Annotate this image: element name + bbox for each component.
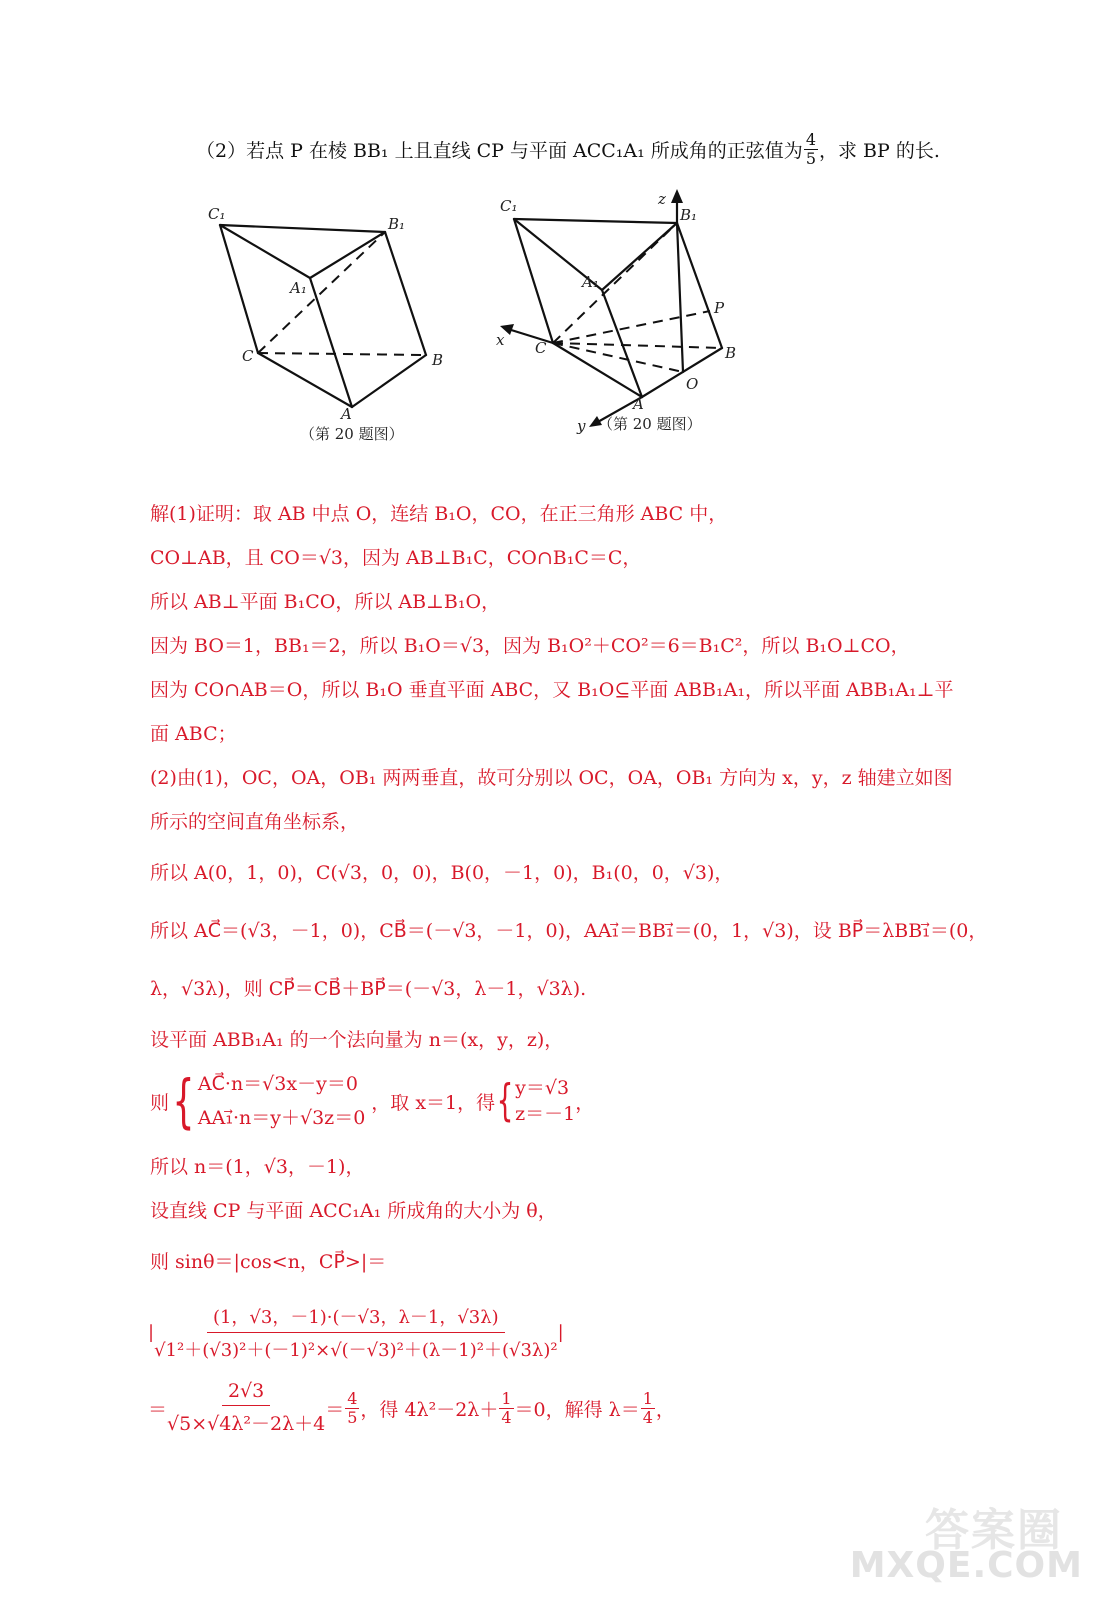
dashed-c-b1 <box>258 232 385 353</box>
edge-b1-o <box>677 223 683 372</box>
label-z: z <box>658 190 666 208</box>
figure2-caption: （第 20 题图） <box>598 415 702 433</box>
watermark-line1: 答案圈 <box>925 1505 1063 1556</box>
solution-line: 设平面 ABB₁A₁ 的一个法向量为 n＝(x，y，z)， <box>150 1029 564 1051</box>
label-o: O <box>686 375 699 393</box>
left-brace: { <box>172 1067 195 1135</box>
label-b1: B₁ <box>388 215 406 233</box>
solution-line: 所以 n＝(1，√3，－1)， <box>150 1156 365 1178</box>
edge-c1-b1 <box>220 225 385 232</box>
fraction <box>167 1380 325 1436</box>
solution-block-2 <box>150 1145 950 1291</box>
solution-line: 所以 A(0，1，0)，C(√3，0，0)，B(0，－1，0)，B₁(0，0，√3)， <box>150 862 734 884</box>
fraction <box>154 1303 557 1362</box>
abs-bar-right: | <box>557 1322 564 1343</box>
left-brace: { <box>496 1075 514 1126</box>
arrow-z <box>671 189 683 203</box>
dashed-c-o <box>553 343 683 372</box>
question-fraction <box>804 132 818 167</box>
solution-line: 解(1)证明：取 AB 中点 O，连结 B₁O，CO，在正三角形 ABC 中， <box>150 503 728 525</box>
fraction-denominator: 5 <box>805 149 816 168</box>
fraction-numerator: (1，√3，－1)·(－√3，λ－1，√3λ) <box>207 1303 505 1333</box>
system-r2: z＝－1 <box>515 1103 576 1125</box>
label-c1: C₁ <box>208 205 226 223</box>
label-c1: C₁ <box>500 197 518 215</box>
edge-b1-b <box>385 232 426 355</box>
edge-c1-b1 <box>514 219 677 223</box>
label-a1: A₁ <box>582 273 599 291</box>
fraction <box>499 1388 513 1427</box>
label-a1: A₁ <box>290 279 307 297</box>
solution-line: 面 ABC； <box>150 723 237 745</box>
fraction <box>345 1388 359 1427</box>
edge-a-b <box>352 355 426 407</box>
fraction-denominator: 4 <box>501 1407 512 1427</box>
figure1-caption: （第 20 题图） <box>300 425 404 443</box>
solution-line: (2)由(1)，OC，OA，OB₁ 两两垂直，故可分别以 OC，OA，OB₁ 方向为 x，y，z 轴建立如图 <box>150 767 953 789</box>
figure-prism-1 <box>200 195 460 450</box>
label-a: A <box>633 395 644 413</box>
final-mid2: ，得 4λ²－2λ＋ <box>360 1398 499 1421</box>
label-y: y <box>577 417 586 435</box>
solution-line: CO⊥AB，且 CO＝√3，因为 AB⊥B₁C，CO∩B₁C＝C， <box>150 547 642 569</box>
solution-line: 因为 BO＝1，BB₁＝2，所以 B₁O＝√3，因为 B₁O²＋CO²＝6＝B₁C²，所以 B₁O⊥CO， <box>150 635 910 657</box>
equation-system <box>150 1064 594 1138</box>
solution-line: 所以 AC⃗＝(√3，－1，0)，CB⃗＝(－√3，－1，0)，AA₁⃗＝BB₁⃗＝(0，1，√3)，设 BP⃗＝λBB₁⃗＝(0， <box>150 920 988 942</box>
solution-line: 所以 AB⊥平面 B₁CO，所以 AB⊥B₁O， <box>150 591 501 613</box>
figure-prism-2 <box>490 185 750 440</box>
final-end: ， <box>655 1398 675 1421</box>
fraction-numerator: 1 <box>642 1388 653 1408</box>
final-mid1: ＝ <box>325 1398 345 1421</box>
system-suffix: ， <box>575 1091 595 1114</box>
edge-b1-b <box>677 223 722 348</box>
final-line <box>148 1380 675 1436</box>
edge-a1-a <box>602 290 642 397</box>
final-eq: ＝ <box>148 1398 168 1421</box>
final-mid3: ＝0，解得 λ＝ <box>514 1398 640 1421</box>
edge-c1-c <box>514 219 553 343</box>
label-c: C <box>242 347 254 365</box>
fraction-numerator: 1 <box>501 1388 512 1408</box>
abs-bar-left: | <box>148 1322 155 1343</box>
fraction-numerator: 2√3 <box>222 1380 270 1406</box>
system-results <box>515 1075 575 1127</box>
fraction <box>641 1388 655 1427</box>
label-b1: B₁ <box>680 206 698 224</box>
watermark-line2: MXQE.COM <box>849 1545 1083 1586</box>
solution-line: 所示的空间直角坐标系， <box>150 811 360 833</box>
fraction-denominator: √5×√4λ²－2λ＋4 <box>167 1413 326 1435</box>
fraction-numerator: 4 <box>805 130 816 149</box>
dashed-c-b <box>553 343 722 348</box>
label-x: x <box>496 331 505 349</box>
solution-line: λ，√3λ)，则 CP⃗＝CB⃗＋BP⃗＝(－√3，λ－1，√3λ). <box>150 978 587 1000</box>
dashed-c-b <box>258 353 426 355</box>
system-eq2: AA₁⃗·n＝y＋√3z＝0 <box>197 1107 366 1129</box>
fraction-denominator: 4 <box>642 1407 653 1427</box>
system-mid: ，取 x＝1，得 <box>371 1091 496 1114</box>
label-a: A <box>341 405 352 423</box>
dashed-c-p <box>553 311 710 343</box>
system-prefix: 则 <box>150 1091 170 1114</box>
edge-c-a <box>553 343 642 397</box>
system-eq1: AC⃗·n＝√3x－y＝0 <box>197 1073 358 1095</box>
solution-line: 因为 CO∩AB＝O，所以 B₁O 垂直平面 ABC，又 B₁O⊆平面 ABB₁A₁，所以平面 ABB₁A₁⊥平 <box>150 679 954 701</box>
system-r1: y＝√3 <box>515 1077 570 1099</box>
question-text-before: （2）若点 P 在棱 BB₁ 上且直线 CP 与平面 ACC₁A₁ 所成角的正弦值为 <box>196 140 803 162</box>
edge-a1-b1 <box>310 232 385 278</box>
watermark <box>849 1494 1083 1586</box>
label-b: B <box>432 351 444 369</box>
question-text-after: ，求 BP 的长. <box>819 140 940 162</box>
label-c: C <box>535 339 547 357</box>
solution-line: 设直线 CP 与平面 ACC₁A₁ 所成角的大小为 θ， <box>150 1200 557 1222</box>
solution-line: 则 sinθ＝|cos<n，CP⃗>|＝ <box>150 1251 387 1273</box>
cosine-fraction <box>148 1303 564 1362</box>
question-line <box>196 132 940 167</box>
label-p: P <box>714 299 725 317</box>
fraction-numerator: 4 <box>347 1388 358 1408</box>
fraction-denominator: 5 <box>347 1407 358 1427</box>
system-equations <box>198 1067 365 1135</box>
fraction-denominator: √1²＋(√3)²＋(－1)²×√(－√3)²＋(λ－1)²＋(√3λ)² <box>154 1340 558 1361</box>
label-b: B <box>725 344 737 362</box>
solution-block <box>150 492 988 1062</box>
